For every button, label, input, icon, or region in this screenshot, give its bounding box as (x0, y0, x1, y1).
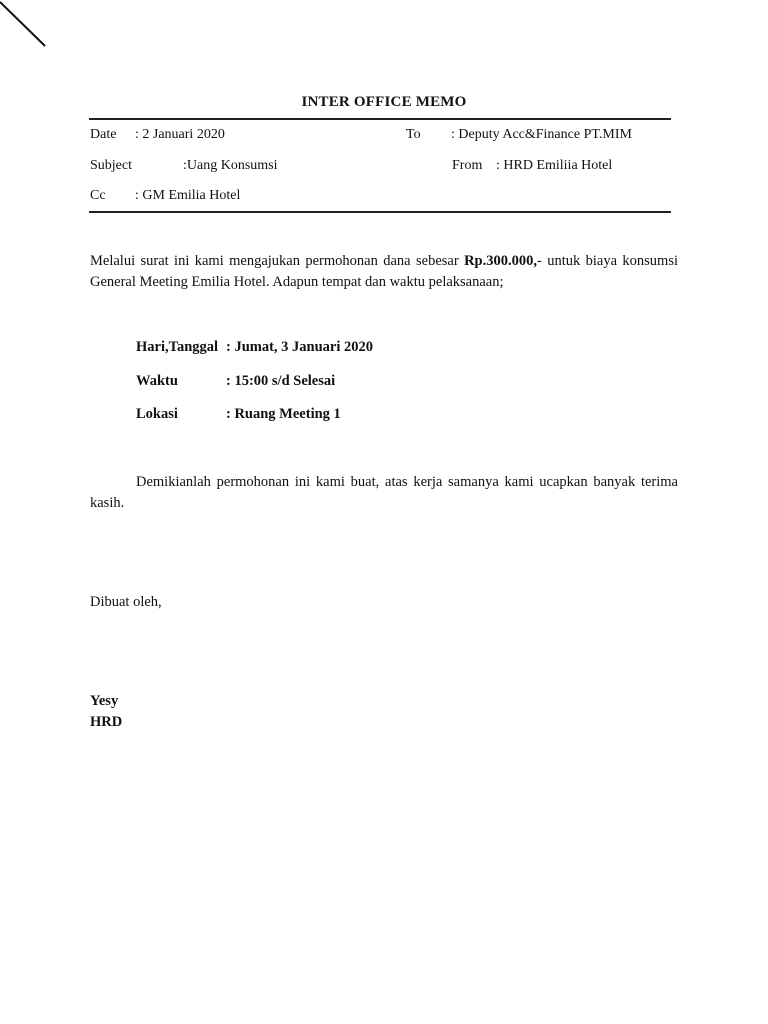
date-label: Date (90, 127, 117, 142)
detail-value: : Jumat, 3 Januari 2020 (226, 339, 374, 355)
header-top-rule (89, 118, 671, 120)
subject-value: :Uang Konsumsi (183, 158, 278, 173)
to-value: : Deputy Acc&Finance PT.MIM (451, 127, 632, 142)
from-label: From (452, 158, 483, 173)
detail-value: : 15:00 s/d Selesai (226, 373, 336, 389)
detail-row-time (136, 373, 335, 390)
date-value: : 2 Januari 2020 (135, 127, 225, 142)
subject-label: Subject (90, 158, 132, 173)
memo-title: INTER OFFICE MEMO (301, 94, 467, 110)
intro-paragraph (90, 251, 678, 293)
corner-diagonal-line (0, 0, 60, 60)
intro-text-end: - untuk biaya konsumsi General Meeting Emilia Hotel. Adapun tempat dan waktu pelaksanaan; (90, 253, 678, 290)
to-label: To (406, 127, 421, 142)
detail-label: Lokasi (136, 406, 178, 422)
detail-row-location (136, 406, 341, 423)
cc-value: : GM Emilia Hotel (135, 188, 241, 203)
signer-department: HRD (90, 714, 123, 730)
intro-text-start: Melalui surat ini kami mengajukan permohonan dana sebesar (90, 253, 465, 269)
made-by-label: Dibuat oleh, (90, 594, 162, 610)
detail-value: : Ruang Meeting 1 (226, 406, 341, 422)
signer-name: Yesy (90, 693, 119, 709)
header-bottom-rule (89, 211, 671, 213)
detail-label: Waktu (136, 373, 178, 389)
from-value: : HRD Emiliia Hotel (496, 158, 613, 173)
closing-paragraph: Demikianlah permohonan ini kami buat, atas kerja samanya kami ucapkan banyak terima kasih. (90, 474, 678, 511)
requested-amount: Rp.300.000, (464, 253, 537, 269)
cc-label: Cc (90, 188, 106, 203)
detail-row-date (136, 339, 373, 356)
detail-label: Hari,Tanggal (136, 339, 219, 355)
